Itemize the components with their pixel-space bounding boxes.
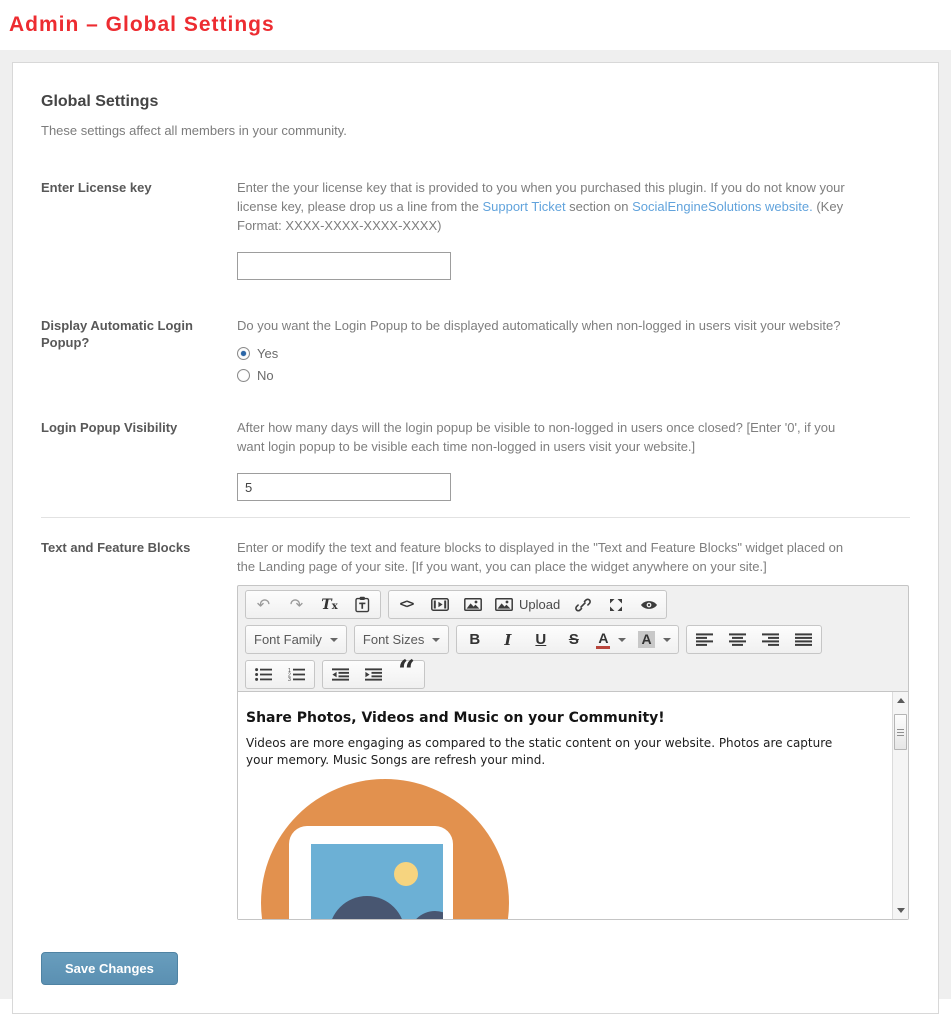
text-color-icon: A [596,631,610,649]
panel-heading: Global Settings [41,93,159,110]
italic-button[interactable] [491,627,524,653]
paste-clipboard-icon [355,596,370,613]
bullet-list-button[interactable] [247,662,280,688]
history-button-group [245,590,381,619]
italic-icon: I [504,630,512,649]
paste-as-text-button[interactable] [346,592,379,618]
radio-no-input[interactable] [237,369,250,382]
socialengine-website-link[interactable]: SocialEngineSolutions website. [632,199,813,214]
image-icon [464,598,482,611]
scroll-up-button[interactable] [893,693,908,708]
page-background [0,50,951,999]
background-color-icon: A [638,631,654,648]
visibility-days-input[interactable] [237,473,451,501]
radio-yes-input[interactable] [237,347,250,360]
font-sizes-select[interactable] [354,625,449,654]
source-code-icon: <> [399,597,414,612]
feature-blocks-label: Text and Feature Blocks [41,540,191,555]
source-code-button[interactable] [390,592,423,618]
license-key-input[interactable] [237,252,451,280]
support-ticket-link[interactable]: Support Ticket [482,199,566,214]
scroll-down-icon [897,908,905,913]
chevron-down-icon [432,638,440,642]
scrollbar-thumb[interactable] [894,714,907,750]
upload-button-label: Upload [519,597,561,612]
insert-button-group [388,590,667,619]
align-left-icon [696,633,713,646]
license-desc-text-2: section on [565,199,633,214]
page-title: Admin – Global Settings [9,13,275,36]
strikethrough-icon: S [568,631,579,648]
indent-button[interactable] [357,662,390,688]
align-left-button[interactable] [688,627,721,653]
align-center-button[interactable] [721,627,754,653]
underline-button[interactable] [524,627,557,653]
redo-icon: ↷ [289,594,304,614]
editor-scrollbar[interactable] [892,692,908,919]
license-desc-text-1: Enter the your license key that is provided to you when you purchased this plugin. If you do not know your license key, please drop us a line from the [237,180,845,214]
photo-graphic [311,844,443,919]
license-description [237,178,859,235]
outdent-button[interactable] [324,662,357,688]
video-icon [431,598,449,611]
font-sizes-value: Font Sizes [362,632,425,647]
eye-icon [640,599,658,611]
feature-blocks-row [41,538,910,920]
align-right-icon [762,633,779,646]
content-paragraph: Videos are more engaging as compared to the static content on your website. Photos are capture your memory. Music Songs are refresh your mind. [246,736,833,767]
blockquote-button[interactable] [390,653,423,689]
redo-button[interactable] [280,592,313,618]
numbered-list-icon [288,668,305,681]
svg-text:1: 1 [288,668,291,674]
license-label: Enter License key [41,180,152,195]
strikethrough-button[interactable] [557,627,590,653]
list-button-group [245,660,315,689]
auto-popup-options [237,346,910,383]
font-family-select[interactable] [245,625,347,654]
radio-option-yes[interactable] [237,346,910,361]
rich-text-editor [237,585,909,920]
background-color-button[interactable] [632,627,676,653]
auto-popup-row [41,316,910,390]
visibility-row [41,418,910,501]
indent-button-group [322,653,425,689]
save-changes-button[interactable]: Save Changes [41,952,178,985]
content-illustration [261,779,521,919]
mountain-shape [329,896,405,919]
fullscreen-icon [608,597,624,613]
radio-no-label: No [257,368,274,383]
visibility-description: After how many days will the login popup be visible to non-logged in users once closed? [Enter '0', if you want login popup to be visible each time non-logged in users visit your website.] [237,420,836,454]
bold-button[interactable] [458,627,491,653]
visibility-label: Login Popup Visibility [41,420,178,435]
insert-link-button[interactable] [566,592,599,618]
fullscreen-button[interactable] [599,592,632,618]
clear-formatting-button[interactable] [313,592,346,618]
undo-button[interactable] [247,592,280,618]
editor-toolbar-row-1 [238,586,908,621]
editor-document[interactable] [238,692,892,919]
thumb-grip-icon [897,729,904,736]
radio-option-no[interactable] [237,368,910,383]
numbered-list-button[interactable] [280,662,313,688]
mountain-shape-small [409,911,443,919]
alignment-button-group [686,625,822,654]
preview-button[interactable] [632,592,665,618]
auto-popup-description: Do you want the Login Popup to be displayed automatically when non-logged in users visit your website? [237,318,841,333]
chevron-down-icon [663,638,671,642]
license-desc-text-3: (Key Format: XXXX-XXXX-XXXX-XXXX) [237,199,844,233]
underline-icon: U [535,631,547,648]
indent-icon [365,668,382,681]
text-color-button[interactable] [590,627,632,653]
settings-panel [12,62,939,1014]
radio-yes-label: Yes [257,346,279,361]
align-right-button[interactable] [754,627,787,653]
align-justify-button[interactable] [787,627,820,653]
insert-image-button[interactable] [456,592,489,618]
font-family-value: Font Family [254,632,322,647]
editor-content-area[interactable] [238,691,908,919]
editor-toolbar-row-2 [238,621,908,656]
sun-shape [394,862,418,886]
auto-popup-label: Display Automatic Login Popup? [41,318,193,350]
content-heading: Share Photos, Videos and Music on your Community! [246,710,665,726]
svg-text:2: 2 [288,672,291,679]
undo-icon: ↶ [256,594,271,614]
blockquote-icon: “ [397,653,416,689]
section-divider [41,517,910,518]
panel-subheading: These settings affect all members in your community. [41,123,347,138]
link-icon [575,597,591,613]
editor-toolbar-row-3 [238,653,908,691]
upload-image-icon [495,598,513,611]
scroll-down-button[interactable] [893,903,908,918]
format-button-group [456,625,678,654]
bold-icon: B [469,631,481,648]
upload-image-button[interactable] [489,592,566,618]
align-center-icon [729,633,746,646]
outdent-icon [332,668,349,681]
feature-blocks-description: Enter or modify the text and feature blocks to displayed in the "Text and Feature Blocks" widget placed on the Landing page of your site. [If you want, you can place the widget anywhere on your site.] [237,540,844,574]
chevron-down-icon [330,638,338,642]
bullet-list-icon [255,668,272,681]
remove-format-icon: Tx [321,596,338,613]
scroll-up-icon [897,698,905,703]
align-justify-icon [795,633,812,646]
page-header [0,0,951,50]
svg-text:3: 3 [288,677,291,681]
chevron-down-icon [618,638,626,642]
insert-video-button[interactable] [423,592,456,618]
license-row [41,178,910,280]
